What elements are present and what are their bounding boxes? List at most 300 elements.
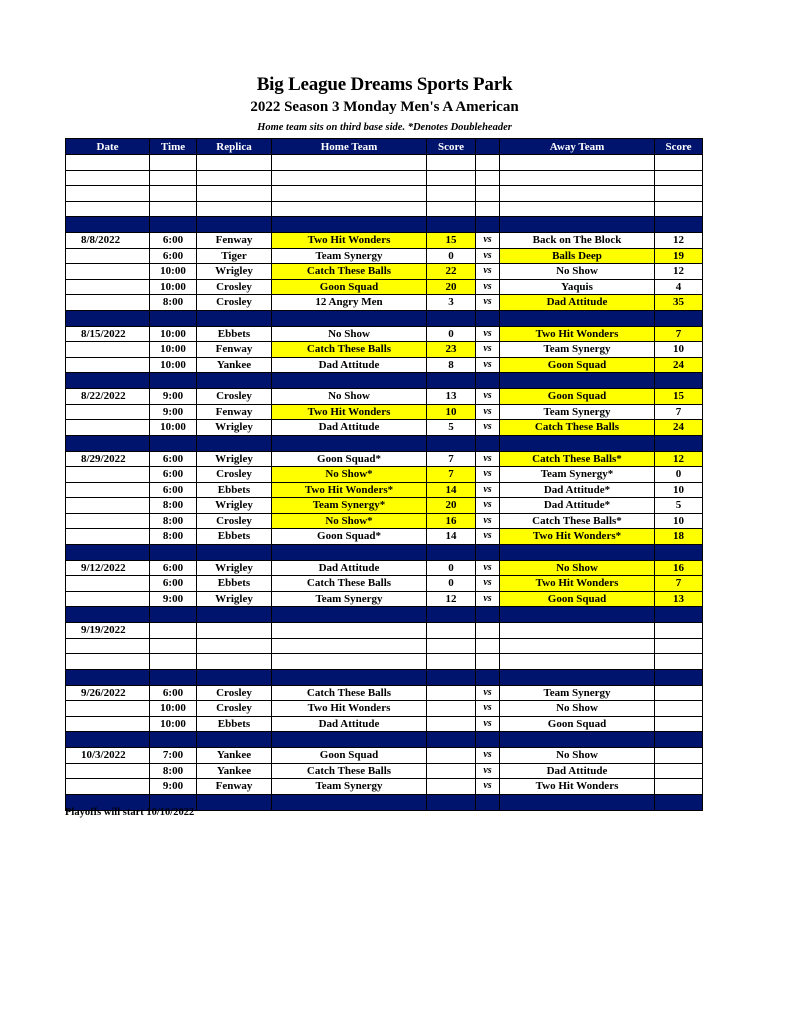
separator-cell xyxy=(476,794,500,810)
separator-cell xyxy=(427,607,476,623)
replica-cell: Ebbets xyxy=(197,326,272,342)
replica-cell: Wrigley xyxy=(197,498,272,514)
home-score-cell xyxy=(427,685,476,701)
empty-cell xyxy=(500,155,655,171)
separator-cell xyxy=(272,544,427,560)
empty-cell xyxy=(427,654,476,670)
time-cell: 6:00 xyxy=(150,451,197,467)
separator-cell xyxy=(655,607,703,623)
game-row xyxy=(66,529,703,545)
empty-cell xyxy=(66,170,150,186)
empty-cell xyxy=(272,654,427,670)
home-score-cell: 15 xyxy=(427,233,476,249)
game-row xyxy=(66,576,703,592)
game-row xyxy=(66,342,703,358)
home-team-cell: Dad Attitude xyxy=(272,357,427,373)
away-team-cell: No Show xyxy=(500,701,655,717)
empty-cell xyxy=(66,638,150,654)
vs-cell: vs xyxy=(476,482,500,498)
empty-row xyxy=(66,654,703,670)
empty-cell xyxy=(66,186,150,202)
game-row xyxy=(66,404,703,420)
replica-cell: Ebbets xyxy=(197,529,272,545)
separator-cell xyxy=(476,217,500,233)
separator-cell xyxy=(66,544,150,560)
home-score-cell: 10 xyxy=(427,404,476,420)
week-separator-row xyxy=(66,544,703,560)
game-row xyxy=(66,685,703,701)
game-row xyxy=(66,248,703,264)
home-score-cell: 20 xyxy=(427,498,476,514)
away-team-cell: No Show xyxy=(500,560,655,576)
separator-cell xyxy=(150,373,197,389)
separator-cell xyxy=(150,544,197,560)
empty-row xyxy=(66,155,703,171)
replica-cell: Crosley xyxy=(197,295,272,311)
away-score-cell: 35 xyxy=(655,295,703,311)
week-separator-row xyxy=(66,373,703,389)
time-cell: 8:00 xyxy=(150,513,197,529)
week-separator-row xyxy=(66,435,703,451)
separator-cell xyxy=(476,373,500,389)
home-score-cell: 7 xyxy=(427,451,476,467)
col-header-away-score: Score xyxy=(655,139,703,155)
home-score-cell: 8 xyxy=(427,357,476,373)
vs-cell: vs xyxy=(476,576,500,592)
away-team-cell: Two Hit Wonders xyxy=(500,326,655,342)
empty-cell xyxy=(427,201,476,217)
separator-cell xyxy=(476,310,500,326)
separator-cell xyxy=(197,607,272,623)
away-score-cell: 13 xyxy=(655,591,703,607)
time-cell: 9:00 xyxy=(150,591,197,607)
separator-cell xyxy=(66,607,150,623)
week-separator-row xyxy=(66,732,703,748)
date-cell xyxy=(66,342,150,358)
separator-cell xyxy=(197,669,272,685)
away-team-cell: Dad Attitude* xyxy=(500,498,655,514)
date-cell xyxy=(66,404,150,420)
time-cell: 6:00 xyxy=(150,560,197,576)
away-team-cell: Dad Attitude xyxy=(500,763,655,779)
separator-cell xyxy=(655,544,703,560)
home-score-cell: 0 xyxy=(427,248,476,264)
page-title: Big League Dreams Sports Park xyxy=(256,74,513,95)
empty-cell xyxy=(427,638,476,654)
away-score-cell: 7 xyxy=(655,404,703,420)
separator-cell xyxy=(66,217,150,233)
empty-cell xyxy=(66,201,150,217)
replica-cell: Crosley xyxy=(197,279,272,295)
separator-cell xyxy=(197,217,272,233)
vs-cell: vs xyxy=(476,560,500,576)
date-cell xyxy=(66,295,150,311)
separator-cell xyxy=(197,373,272,389)
col-header-replica: Replica xyxy=(197,139,272,155)
date-cell xyxy=(66,529,150,545)
empty-cell xyxy=(427,186,476,202)
date-cell xyxy=(66,264,150,280)
game-row xyxy=(66,560,703,576)
date-cell: 8/22/2022 xyxy=(66,389,150,405)
away-team-cell: Team Synergy xyxy=(500,404,655,420)
home-score-cell: 22 xyxy=(427,264,476,280)
separator-cell xyxy=(476,544,500,560)
date-cell: 9/19/2022 xyxy=(66,623,150,639)
game-row xyxy=(66,295,703,311)
time-cell: 8:00 xyxy=(150,295,197,311)
separator-cell xyxy=(500,669,655,685)
separator-cell xyxy=(66,732,150,748)
away-score-cell: 12 xyxy=(655,233,703,249)
date-cell xyxy=(66,576,150,592)
date-cell xyxy=(66,513,150,529)
date-cell xyxy=(66,763,150,779)
game-row xyxy=(66,779,703,795)
time-cell: 8:00 xyxy=(150,529,197,545)
separator-cell xyxy=(476,435,500,451)
date-cell: 8/29/2022 xyxy=(66,451,150,467)
away-team-cell: Two Hit Wonders xyxy=(500,779,655,795)
replica-cell: Wrigley xyxy=(197,264,272,280)
separator-cell xyxy=(150,435,197,451)
vs-cell: vs xyxy=(476,716,500,732)
away-score-cell: 0 xyxy=(655,467,703,483)
away-team-cell: Team Synergy xyxy=(500,342,655,358)
date-cell: 9/26/2022 xyxy=(66,685,150,701)
home-team-cell: Dad Attitude xyxy=(272,560,427,576)
vs-cell: vs xyxy=(476,763,500,779)
replica-cell: Crosley xyxy=(197,685,272,701)
time-cell: 10:00 xyxy=(150,326,197,342)
empty-cell xyxy=(272,638,427,654)
separator-cell xyxy=(500,794,655,810)
replica-cell: Crosley xyxy=(197,513,272,529)
separator-cell xyxy=(500,732,655,748)
home-team-cell: Two Hit Wonders xyxy=(272,233,427,249)
time-cell: 6:00 xyxy=(150,233,197,249)
away-score-cell: 12 xyxy=(655,451,703,467)
empty-cell xyxy=(150,638,197,654)
date-cell xyxy=(66,279,150,295)
week-separator-row xyxy=(66,217,703,233)
date-cell xyxy=(66,482,150,498)
separator-cell xyxy=(272,794,427,810)
home-team-cell: Goon Squad xyxy=(272,279,427,295)
date-cell xyxy=(66,779,150,795)
date-cell: 10/3/2022 xyxy=(66,748,150,764)
time-cell: 10:00 xyxy=(150,264,197,280)
replica-cell: Yankee xyxy=(197,357,272,373)
home-team-cell: No Show xyxy=(272,326,427,342)
home-team-cell: Catch These Balls xyxy=(272,763,427,779)
replica-cell xyxy=(197,623,272,639)
separator-cell xyxy=(655,310,703,326)
vs-cell: vs xyxy=(476,467,500,483)
time-cell: 8:00 xyxy=(150,763,197,779)
empty-cell xyxy=(66,155,150,171)
home-team-cell: Goon Squad* xyxy=(272,451,427,467)
away-score-cell: 5 xyxy=(655,498,703,514)
separator-cell xyxy=(655,794,703,810)
home-score-cell xyxy=(427,763,476,779)
empty-row xyxy=(66,170,703,186)
replica-cell: Crosley xyxy=(197,467,272,483)
home-team-cell: Catch These Balls xyxy=(272,264,427,280)
game-row xyxy=(66,326,703,342)
empty-row xyxy=(66,638,703,654)
home-team-cell: Two Hit Wonders xyxy=(272,404,427,420)
separator-cell xyxy=(427,732,476,748)
replica-cell: Fenway xyxy=(197,233,272,249)
time-cell xyxy=(150,623,197,639)
away-score-cell: 7 xyxy=(655,576,703,592)
home-score-cell: 5 xyxy=(427,420,476,436)
separator-cell xyxy=(66,310,150,326)
separator-cell xyxy=(272,310,427,326)
vs-cell: vs xyxy=(476,404,500,420)
empty-cell xyxy=(655,186,703,202)
home-score-cell xyxy=(427,623,476,639)
away-score-cell: 24 xyxy=(655,357,703,373)
separator-cell xyxy=(500,217,655,233)
replica-cell: Fenway xyxy=(197,779,272,795)
home-team-cell: Two Hit Wonders* xyxy=(272,482,427,498)
vs-cell: vs xyxy=(476,748,500,764)
game-row xyxy=(66,420,703,436)
time-cell: 10:00 xyxy=(150,357,197,373)
home-score-cell: 7 xyxy=(427,467,476,483)
separator-cell xyxy=(150,217,197,233)
home-score-cell: 0 xyxy=(427,560,476,576)
home-score-cell: 0 xyxy=(427,326,476,342)
away-team-cell: Team Synergy xyxy=(500,685,655,701)
empty-cell xyxy=(197,186,272,202)
separator-cell xyxy=(476,669,500,685)
col-header-vs xyxy=(476,139,500,155)
week-separator-row xyxy=(66,669,703,685)
time-cell: 10:00 xyxy=(150,420,197,436)
away-team-cell: Goon Squad xyxy=(500,357,655,373)
col-header-date: Date xyxy=(66,139,150,155)
vs-cell: vs xyxy=(476,295,500,311)
schedule-body xyxy=(66,155,703,811)
replica-cell: Crosley xyxy=(197,389,272,405)
separator-cell xyxy=(655,732,703,748)
header-note: Home team sits on third base side. *Denotes Doubleheader xyxy=(257,122,512,133)
empty-cell xyxy=(272,170,427,186)
away-team-cell: Two Hit Wonders xyxy=(500,576,655,592)
away-team-cell: No Show xyxy=(500,748,655,764)
away-score-cell: 7 xyxy=(655,326,703,342)
replica-cell: Crosley xyxy=(197,701,272,717)
home-team-cell: Dad Attitude xyxy=(272,420,427,436)
away-score-cell xyxy=(655,716,703,732)
vs-cell: vs xyxy=(476,591,500,607)
time-cell: 10:00 xyxy=(150,701,197,717)
date-cell: 8/8/2022 xyxy=(66,233,150,249)
vs-cell: vs xyxy=(476,498,500,514)
empty-cell xyxy=(150,170,197,186)
week-separator-row xyxy=(66,607,703,623)
away-team-cell: Goon Squad xyxy=(500,389,655,405)
separator-cell xyxy=(197,794,272,810)
col-header-home-team: Home Team xyxy=(272,139,427,155)
empty-cell xyxy=(500,638,655,654)
away-score-cell xyxy=(655,685,703,701)
separator-cell xyxy=(500,607,655,623)
away-team-cell: Back on The Block xyxy=(500,233,655,249)
empty-cell xyxy=(500,170,655,186)
date-cell xyxy=(66,701,150,717)
empty-cell xyxy=(272,155,427,171)
time-cell: 9:00 xyxy=(150,404,197,420)
vs-cell xyxy=(476,623,500,639)
replica-cell: Wrigley xyxy=(197,591,272,607)
home-team-cell: Team Synergy* xyxy=(272,498,427,514)
home-score-cell: 14 xyxy=(427,529,476,545)
home-score-cell: 3 xyxy=(427,295,476,311)
home-score-cell xyxy=(427,779,476,795)
home-score-cell: 14 xyxy=(427,482,476,498)
empty-cell xyxy=(150,186,197,202)
away-score-cell: 16 xyxy=(655,560,703,576)
vs-cell: vs xyxy=(476,248,500,264)
vs-cell: vs xyxy=(476,451,500,467)
away-score-cell: 12 xyxy=(655,264,703,280)
away-score-cell: 4 xyxy=(655,279,703,295)
page-subtitle: 2022 Season 3 Monday Men's A American xyxy=(250,99,519,115)
separator-cell xyxy=(500,435,655,451)
away-team-cell: Yaquis xyxy=(500,279,655,295)
game-row xyxy=(66,467,703,483)
home-score-cell: 23 xyxy=(427,342,476,358)
empty-cell xyxy=(427,155,476,171)
separator-cell xyxy=(272,435,427,451)
separator-cell xyxy=(655,373,703,389)
away-score-cell: 10 xyxy=(655,482,703,498)
empty-cell xyxy=(476,170,500,186)
away-team-cell: Dad Attitude xyxy=(500,295,655,311)
home-score-cell xyxy=(427,701,476,717)
schedule-table xyxy=(65,138,703,811)
separator-cell xyxy=(655,435,703,451)
away-score-cell: 10 xyxy=(655,513,703,529)
empty-cell xyxy=(272,186,427,202)
away-score-cell xyxy=(655,623,703,639)
home-team-cell: Catch These Balls xyxy=(272,342,427,358)
empty-cell xyxy=(197,170,272,186)
time-cell: 7:00 xyxy=(150,748,197,764)
replica-cell: Yankee xyxy=(197,748,272,764)
replica-cell: Wrigley xyxy=(197,420,272,436)
empty-cell xyxy=(150,201,197,217)
separator-cell xyxy=(150,607,197,623)
empty-cell xyxy=(197,155,272,171)
game-row xyxy=(66,763,703,779)
home-team-cell: Dad Attitude xyxy=(272,716,427,732)
separator-cell xyxy=(272,669,427,685)
home-score-cell xyxy=(427,716,476,732)
separator-cell xyxy=(655,669,703,685)
separator-cell xyxy=(272,373,427,389)
vs-cell: vs xyxy=(476,264,500,280)
empty-cell xyxy=(197,638,272,654)
home-team-cell: No Show* xyxy=(272,513,427,529)
date-cell xyxy=(66,716,150,732)
date-cell xyxy=(66,420,150,436)
home-score-cell: 0 xyxy=(427,576,476,592)
separator-cell xyxy=(272,217,427,233)
separator-cell xyxy=(66,669,150,685)
vs-cell: vs xyxy=(476,233,500,249)
replica-cell: Ebbets xyxy=(197,482,272,498)
empty-row xyxy=(66,186,703,202)
empty-cell xyxy=(150,654,197,670)
game-row xyxy=(66,451,703,467)
empty-cell xyxy=(655,201,703,217)
time-cell: 8:00 xyxy=(150,498,197,514)
away-score-cell xyxy=(655,763,703,779)
empty-cell xyxy=(476,186,500,202)
home-team-cell: No Show xyxy=(272,389,427,405)
away-score-cell: 19 xyxy=(655,248,703,264)
separator-cell xyxy=(66,373,150,389)
vs-cell: vs xyxy=(476,420,500,436)
home-team-cell xyxy=(272,623,427,639)
away-team-cell: Balls Deep xyxy=(500,248,655,264)
date-cell xyxy=(66,498,150,514)
home-score-cell: 13 xyxy=(427,389,476,405)
separator-cell xyxy=(500,310,655,326)
time-cell: 10:00 xyxy=(150,279,197,295)
away-score-cell xyxy=(655,701,703,717)
date-cell xyxy=(66,357,150,373)
separator-cell xyxy=(272,607,427,623)
separator-cell xyxy=(427,544,476,560)
col-header-time: Time xyxy=(150,139,197,155)
time-cell: 6:00 xyxy=(150,248,197,264)
date-cell: 9/12/2022 xyxy=(66,560,150,576)
away-score-cell: 10 xyxy=(655,342,703,358)
time-cell: 10:00 xyxy=(150,716,197,732)
game-row xyxy=(66,623,703,639)
game-row xyxy=(66,482,703,498)
away-team-cell xyxy=(500,623,655,639)
footer-note: Playoffs will start 10/10/2022 xyxy=(65,807,195,818)
separator-cell xyxy=(197,310,272,326)
empty-cell xyxy=(66,654,150,670)
home-team-cell: No Show* xyxy=(272,467,427,483)
empty-cell xyxy=(476,155,500,171)
empty-cell xyxy=(272,201,427,217)
empty-cell xyxy=(476,638,500,654)
home-team-cell: Team Synergy xyxy=(272,248,427,264)
separator-cell xyxy=(150,732,197,748)
separator-cell xyxy=(197,544,272,560)
date-cell xyxy=(66,467,150,483)
empty-cell xyxy=(476,654,500,670)
home-team-cell: Catch These Balls xyxy=(272,685,427,701)
separator-cell xyxy=(66,435,150,451)
vs-cell: vs xyxy=(476,326,500,342)
replica-cell: Yankee xyxy=(197,763,272,779)
date-cell xyxy=(66,248,150,264)
time-cell: 9:00 xyxy=(150,779,197,795)
vs-cell: vs xyxy=(476,701,500,717)
empty-cell xyxy=(197,201,272,217)
away-score-cell: 18 xyxy=(655,529,703,545)
